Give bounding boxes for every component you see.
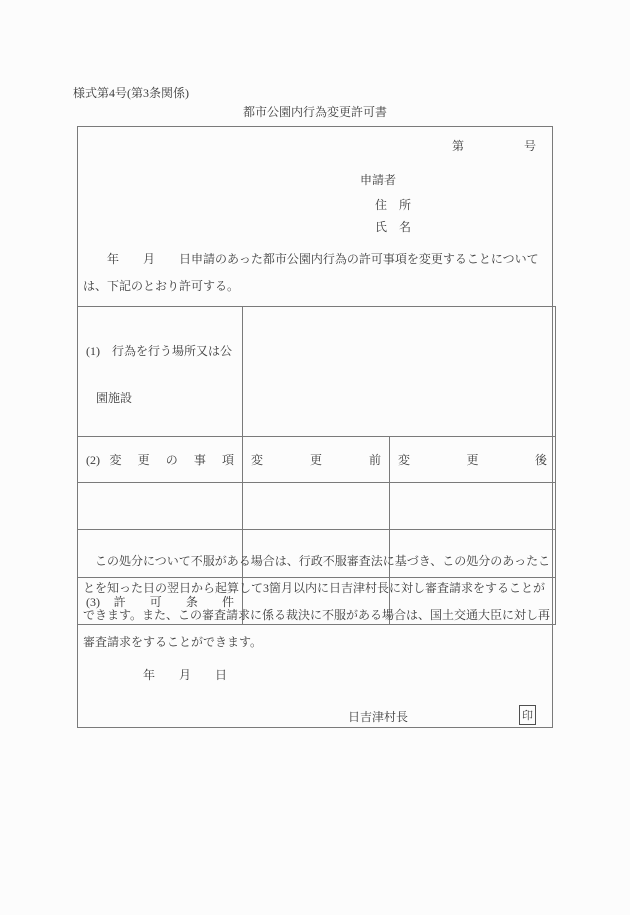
- form-number: 様式第4号(第3条関係): [73, 86, 189, 100]
- seal-mark: [519, 705, 536, 725]
- row2-label-cell: (2) 変 更 の 事 項: [78, 437, 243, 483]
- blank-cell: [243, 483, 390, 530]
- permit-body-box: [77, 126, 553, 728]
- before-change-header-cell: 変 更 前: [243, 437, 390, 483]
- table-row-change-headers: [78, 437, 556, 483]
- appeal-line-2: とを知った日の翌日から起算して3箇月以内に日吉津村長に対し審査請求をすることが: [83, 581, 546, 595]
- name-label: 氏 名: [375, 220, 412, 234]
- appeal-line-1: この処分について不服がある場合は、行政不服審査法に基づき、この処分のあったこ: [83, 554, 551, 568]
- table-row-place: [78, 307, 556, 437]
- row1-label-cell: [78, 307, 243, 437]
- appeal-notice: [83, 548, 551, 656]
- row1-label-line1: (1) 行為を行う場所又は公: [86, 344, 232, 358]
- table-row-blank-1: [78, 483, 556, 530]
- issue-date-line: 年 月 日: [143, 668, 228, 682]
- page-title: 都市公園内行為変更許可書: [242, 105, 387, 119]
- address-label: 住 所: [375, 198, 412, 212]
- applicant-label: 申請者: [360, 173, 397, 187]
- row1-label-line2: 園施設: [96, 391, 133, 405]
- after-change-header-cell: 変 更 後: [390, 437, 556, 483]
- appeal-line-4: 審査請求をすることができます。: [83, 635, 263, 649]
- signer-title: 日吉津村長: [348, 710, 409, 724]
- appeal-line-3: できます。また、この審査請求に係る裁決に不服がある場合は、国土交通大臣に対し再: [83, 608, 551, 622]
- document-number: 第 号: [452, 139, 537, 153]
- intro-line-1: 年 月 日申請のあった都市公園内行為の許可事項を変更することについて: [83, 252, 539, 266]
- row1-value-cell: [243, 307, 556, 437]
- seal-character: 印: [522, 710, 533, 722]
- row5-label-cell: (3) 許 可 条 件: [78, 578, 243, 625]
- blank-cell: [390, 483, 556, 530]
- blank-cell: [78, 483, 243, 530]
- intro-line-2: は、下記のとおり許可する。: [83, 279, 240, 293]
